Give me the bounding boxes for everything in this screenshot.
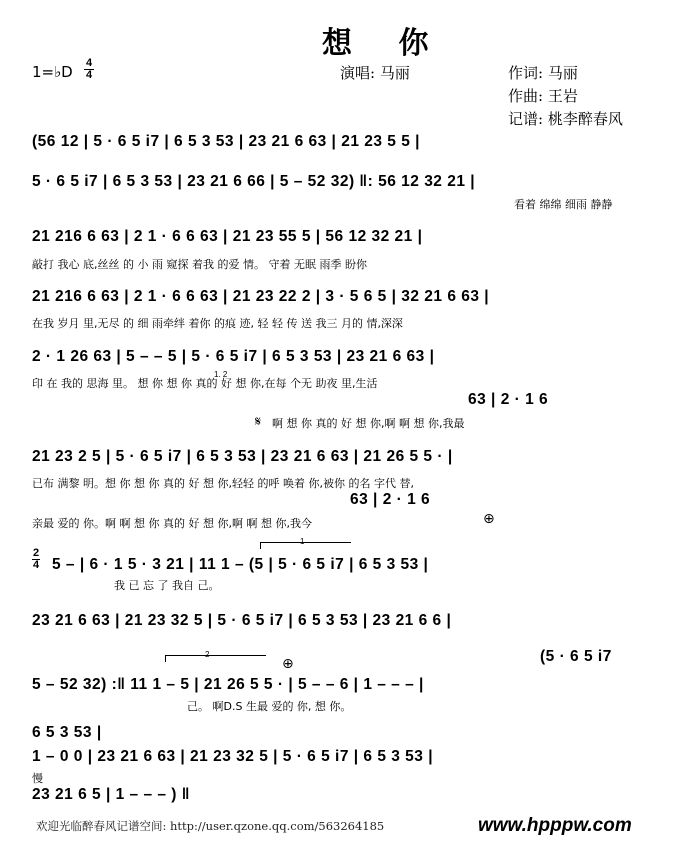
time-denominator: 4 — [85, 69, 93, 81]
time-signature-2-4 — [32, 548, 40, 571]
lyric-alt-1: 啊 想 你 真的 好 想 你,啊 啊 想 你,我最 — [272, 417, 465, 430]
notation-row-5: 2 · 1 26 63 | 5 – – 5 | 5 · 6 5 i7 | 6 5 3 53 | 23 21 6 63 | — [32, 348, 435, 365]
key-signature: 1=♭D — [32, 63, 73, 81]
lyric-row-4: 在我 岁月 里,无尽 的 细 雨牵绊 着你 的痕 迹, 轻 轻 传 送 我三 月的 情,深深 — [32, 317, 403, 330]
coda-mark-2: ⊕ — [282, 656, 294, 672]
time2-denominator: 4 — [32, 559, 40, 571]
lyric-row-3: 敲打 我心 底,丝丝 的 小 雨 窥探 着我 的爱 情。 守着 无眠 雨季 盼你 — [32, 258, 367, 271]
notation-row-10a: 6 5 3 53 | — [32, 724, 102, 741]
lyric-row-7: 我 已 忘 了 我自 己。 — [114, 579, 220, 592]
notation-row-8: 23 21 6 63 | 21 23 32 5 | 5 · 6 5 i7 | 6 5 3 53 | 23 21 6 6 | — [32, 612, 452, 629]
lyric-row-2: 看着 绵绵 细雨 静静 — [514, 198, 613, 211]
lyricist-credit: 作词: 马丽 — [508, 64, 578, 82]
notation-row-2: 5 · 6 5 i7 | 6 5 3 53 | 23 21 6 66 | 5 – 52 32) ‖: 56 12 32 21 | — [32, 173, 476, 190]
singer-credit: 演唱: 马丽 — [340, 64, 410, 82]
volta-marker: 1. 2 — [214, 370, 228, 379]
site-watermark: www.hpppw.com — [478, 815, 632, 836]
second-ending-marker: 2 — [205, 650, 210, 659]
notation-row-11: 23 21 6 5 | 1 – – – ) ‖ — [32, 786, 190, 803]
notation-row-10: 1 – 0 0 | 23 21 6 63 | 21 23 32 5 | 5 · 6 5 i7 | 6 5 3 53 | — [32, 748, 434, 765]
time-signature — [84, 58, 94, 81]
first-ending-marker: 1 — [300, 537, 305, 546]
time2-numerator: 2 — [32, 547, 40, 559]
notation-row-1: (56 12 | 5 · 6 5 i7 | 6 5 3 53 | 23 21 6 63 | 21 23 5 5 | — [32, 133, 420, 150]
composer-credit: 作曲: 王岩 — [508, 87, 578, 105]
lyric-row-5: 印 在 我的 思海 里。 想 你 想 你 真的 好 想 你,在每 个无 助夜 里,生活 — [32, 377, 378, 390]
transcriber-credit: 记谱: 桃李醉春风 — [508, 110, 623, 128]
notation-row-4: 21 216 6 63 | 2 1 · 6 6 63 | 21 23 22 2 | 3 · 5 6 5 | 32 21 6 63 | — [32, 288, 490, 305]
song-title: 想 你 — [322, 26, 447, 61]
notation-row-7: 5 – | 6 · 1 5 · 3 21 | 11 1 – (5 | 5 · 6 5 i7 | 6 5 3 53 | — [52, 556, 429, 573]
second-ending-bracket — [165, 655, 266, 662]
notation-alt-2: 63 | 2 · 1 6 — [350, 491, 431, 508]
lyric-alt-2: 亲最 爱的 你。啊 啊 想 你 真的 好 想 你,啊 啊 想 你,我今 — [32, 517, 312, 530]
notation-row-6: 21 23 2 5 | 5 · 6 5 i7 | 6 5 3 53 | 23 21 6 63 | 21 26 5 5 · | — [32, 448, 453, 465]
lyric-row-6: 已布 满黎 明。想 你 想 你 真的 好 想 你,轻轻 的呼 唤着 你,被你 的名 字代 替, — [32, 477, 414, 490]
lyric-row-9: 己。 啊D.S 生最 爱的 你, 想 你。 — [187, 700, 352, 713]
notation-row-9: 5 – 52 32) :‖ 11 1 – 5 | 21 26 5 5 · | 5 – – 6 | 1 – – – | — [32, 676, 424, 693]
first-ending-bracket — [260, 542, 351, 549]
footer-credit: 欢迎光临醉春风记谱空间: http://user.qzone.qq.com/563264185 — [36, 819, 385, 833]
notation-alt-1: 63 | 2 · 1 6 — [468, 391, 549, 408]
segno-mark: 𝄋 — [255, 414, 262, 430]
notation-row-3: 21 216 6 63 | 2 1 · 6 6 63 | 21 23 55 5 | 56 12 32 21 | — [32, 228, 423, 245]
notation-alt-3: (5 · 6 5 i7 — [540, 648, 612, 665]
coda-mark-1: ⊕ — [483, 511, 495, 527]
slow-mark: 慢 — [32, 772, 43, 785]
time-numerator: 4 — [85, 57, 93, 69]
